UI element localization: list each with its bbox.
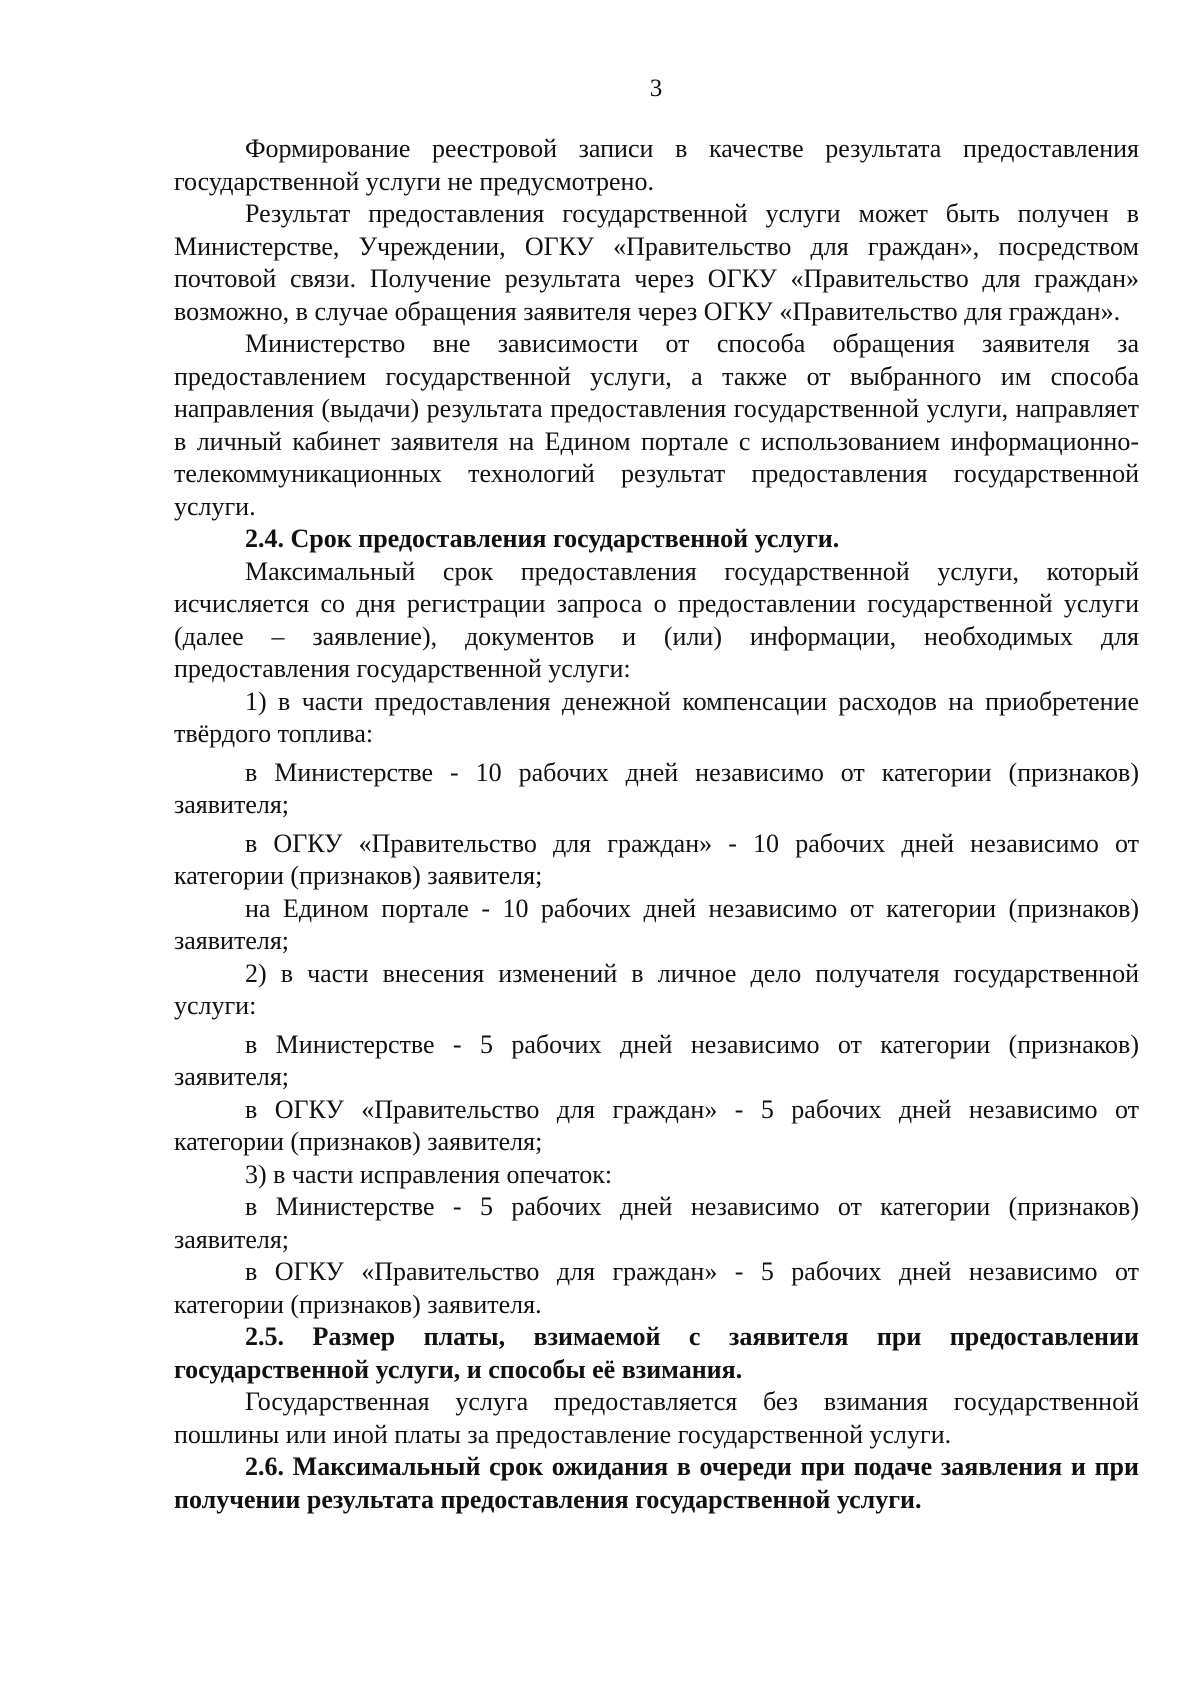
list-item-2-ogku: в ОГКУ «Правительство для граждан» - 5 рабочих дней независимо от категории (признаков) заявителя; <box>174 1094 1139 1156</box>
list-item-3-ministry: в Министерстве - 5 рабочих дней независимо от категории (признаков) заявителя; <box>174 1192 1139 1254</box>
document-body <box>174 133 1139 1516</box>
paragraph-ministry-cabinet: Министерство вне зависимости от способа обращения заявителя за предоставлением государственной услуги, а также от выбранного им способа направления (выдачи) результата предоставления государственной услуги, направляет в личный кабинет заявителя на Едином портале с использованием информационно-телекоммуникационных технологий результат предоставления государственной услуги. <box>174 329 1139 521</box>
paragraph-registry-record: Формирование реестровой записи в качестве результата предоставления государственной услуги не предусмотрено. <box>174 134 1139 196</box>
page-number: 3 <box>649 75 663 102</box>
list-item-2-ministry: в Министерстве - 5 рабочих дней независимо от категории (признаков) заявителя; <box>174 1029 1139 1091</box>
paragraph-no-fee: Государственная услуга предоставляется без взимания государственной пошлины или иной платы за предоставление государственной услуги. <box>174 1387 1139 1449</box>
list-item-1-ministry: в Министерстве - 10 рабочих дней независимо от категории (признаков) заявителя; <box>174 757 1139 819</box>
list-item-1: 1) в части предоставления денежной компенсации расходов на приобретение твёрдого топлива: <box>174 686 1139 748</box>
list-item-2: 2) в части внесения изменений в личное дело получателя государственной услуги: <box>174 958 1139 1020</box>
list-item-1-portal: на Едином портале - 10 рабочих дней независимо от категории (признаков) заявителя; <box>174 893 1139 955</box>
paragraph-max-term: Максимальный срок предоставления государственной услуги, который исчисляется со дня регистрации запроса о предоставлении государственной услуги (далее – заявление), документов и (или) информации, необходимых для предоставления государственной услуги: <box>174 556 1139 683</box>
section-heading-2-5: 2.5. Размер платы, взимаемой с заявителя при предоставлении государственной услуги, и способы её взимания. <box>174 1322 1139 1384</box>
list-item-3: 3) в части исправления опечаток: <box>245 1159 613 1189</box>
list-item-1-ogku: в ОГКУ «Правительство для граждан» - 10 рабочих дней независимо от категории (признаков) заявителя; <box>174 828 1139 890</box>
paragraph-result-receipt: Результат предоставления государственной услуги может быть получен в Министерстве, Учреждении, ОГКУ «Правительство для граждан», посредством почтовой связи. Получение результата через ОГКУ «Правительство для граждан» возможно, в случае обращения заявителя через ОГКУ «Правительство для граждан». <box>174 199 1139 326</box>
section-heading-2-6: 2.6. Максимальный срок ожидания в очереди при подаче заявления и при получении результата предоставления государственной услуги. <box>174 1452 1139 1514</box>
list-item-3-ogku: в ОГКУ «Правительство для граждан» - 5 рабочих дней независимо от категории (признаков) заявителя. <box>174 1257 1139 1319</box>
section-heading-2-4: 2.4. Срок предоставления государственной услуги. <box>245 524 840 553</box>
